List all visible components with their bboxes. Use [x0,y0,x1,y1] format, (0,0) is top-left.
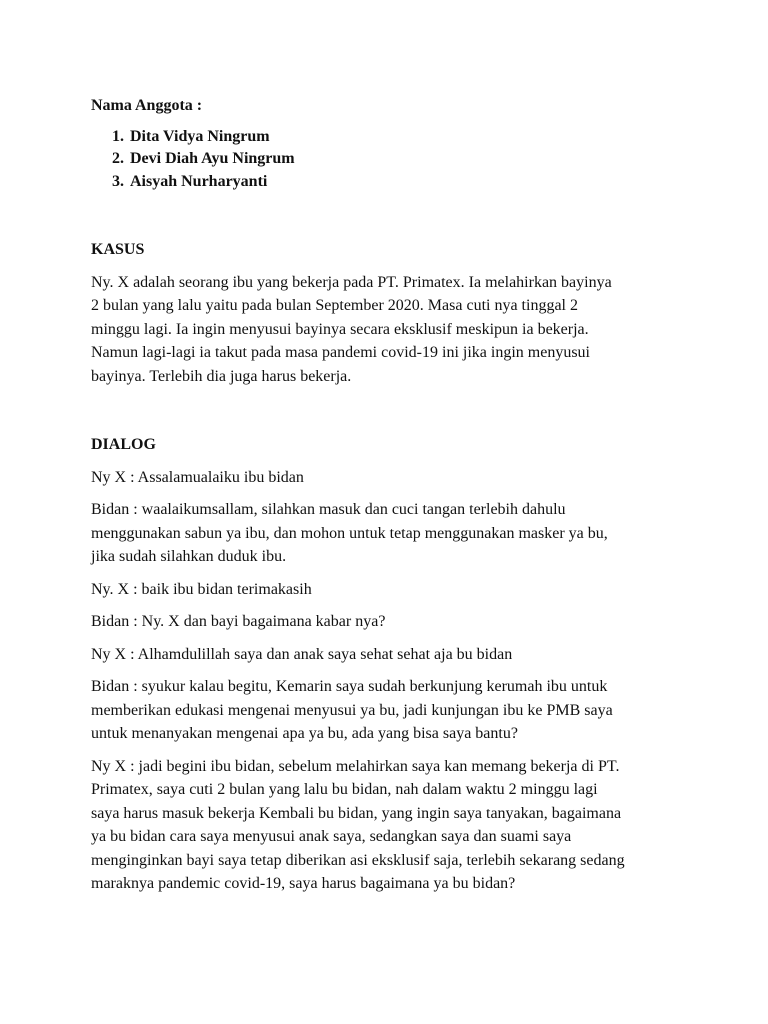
dialog-line: jika sudah silahkan duduk ibu. [91,548,287,565]
dialog-entry [91,755,691,896]
kasus-line: 2 bulan yang lalu yaitu pada bulan September 2020. Masa cuti nya tinggal 2 [91,297,578,314]
member-item [91,171,691,194]
dialog-entry [91,610,691,634]
dialog-line: memberikan edukasi mengenai menyusui ya bu, jadi kunjungan ibu ke PMB saya [91,701,613,719]
dialog-line: untuk menanyakan mengenai apa ya bu, ada yang bisa saya bantu? [91,725,518,742]
members-list [91,126,691,194]
member-item [91,126,691,149]
member-number: 1. [112,127,124,145]
dialog-line: Bidan : syukur kalau begitu, Kemarin saya sudah berkunjung kerumah ibu untuk [91,678,608,695]
member-name: Devi Diah Ayu Ningrum [130,150,295,167]
dialog-line: ya bu bidan cara saya menyusui anak saya, sedangkan saya dan suami saya [91,828,572,845]
dialog-line: Ny X : Alhamdulillah saya dan anak saya sehat sehat aja bu bidan [91,645,513,663]
members-heading: Nama Anggota : [91,97,203,114]
dialog-entry [91,578,691,602]
member-item [91,148,691,171]
dialog-entry [91,466,691,490]
document-content [91,94,691,896]
dialog-entry [91,643,691,667]
kasus-line: bayinya. Terlebih dia juga harus bekerja. [91,367,352,385]
dialog-line: maraknya pandemic covid-19, saya harus bagaimana ya bu bidan? [91,875,516,892]
kasus-line: Namun lagi-lagi ia takut pada masa pandemi covid-19 ini jika ingin menyusui [91,344,590,361]
dialog-entry [91,498,691,569]
member-name: Dita Vidya Ningrum [130,127,270,145]
dialog-entry [91,675,691,746]
dialog-title: DIALOG [91,436,156,453]
dialog-line: Ny X : Assalamualaiku ibu bidan [91,468,304,486]
dialog-line: Ny. X : baik ibu bidan terimakasih [91,580,312,598]
member-number: 3. [112,172,124,190]
kasus-paragraph [91,271,691,389]
kasus-title: KASUS [91,241,145,258]
dialog-line: menginginkan bayi saya tetap diberikan asi eksklusif saja, terlebih sekarang sedang [91,851,625,869]
dialog-line: Bidan : Ny. X dan bayi bagaimana kabar nya? [91,613,386,630]
dialog-line: Ny X : jadi begini ibu bidan, sebelum melahirkan saya kan memang bekerja di PT. [91,757,620,775]
dialog-line: Primatex, saya cuti 2 bulan yang lalu bu bidan, nah dalam waktu 2 minggu lagi [91,781,598,798]
member-number: 2. [112,150,124,167]
dialog-line: menggunakan sabun ya ibu, dan mohon untuk tetap menggunakan masker ya bu, [91,524,608,542]
kasus-line: minggu lagi. Ia ingin menyusui bayinya secara eksklusif meskipun ia bekerja. [91,320,589,338]
dialog-line: Bidan : waalaikumsallam, silahkan masuk dan cuci tangan terlebih dahulu [91,501,566,518]
kasus-line: Ny. X adalah seorang ibu yang bekerja pada PT. Primatex. Ia melahirkan bayinya [91,273,612,291]
dialog-line: saya harus masuk bekerja Kembali bu bidan, yang ingin saya tanyakan, bagaimana [91,804,622,822]
member-name: Aisyah Nurharyanti [130,172,268,190]
